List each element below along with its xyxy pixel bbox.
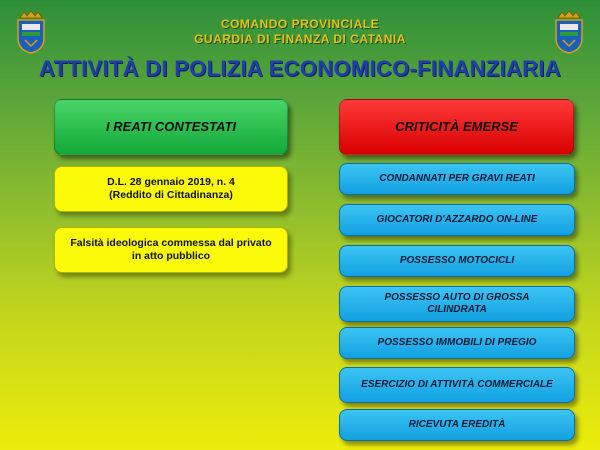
criticality-item: [339, 327, 575, 359]
criticality-label: ESERCIZIO DI ATTIVITÀ COMMERCIALE: [361, 378, 553, 390]
header-command: COMANDO PROVINCIALE: [220, 17, 380, 31]
criticality-label: POSSESSO IMMOBILI DI PREGIO: [377, 336, 537, 348]
category-crimes-header: I REATI CONTESTATI: [54, 99, 288, 155]
crime-item: [54, 227, 288, 273]
criticality-label: GIOCATORI D'AZZARDO ON-LINE: [376, 213, 538, 225]
criticality-item: [339, 409, 575, 441]
header-unit: GUARDIA DI FINANZA DI CATANIA: [194, 32, 406, 46]
crime-label: Falsità ideologica commessa dal privato in atto pubblico: [70, 236, 272, 262]
criticality-item: [339, 245, 575, 277]
category-criticalities-header: CRITICITÀ EMERSE: [339, 99, 574, 155]
criticality-item: [339, 367, 575, 403]
criticality-label: POSSESSO MOTOCICLI: [399, 254, 515, 266]
crime-item: [54, 166, 288, 212]
criticality-item: [339, 163, 575, 195]
criticality-label: CONDANNATI PER GRAVI REATI: [379, 172, 535, 184]
criticality-item: [339, 204, 575, 236]
criticality-label: RICEVUTA EREDITÀ: [408, 418, 506, 430]
page-title: ATTIVITÀ DI POLIZIA ECONOMICO-FINANZIARIA: [39, 56, 561, 81]
crime-label: D.L. 28 gennaio 2019, n. 4 (Reddito di Cittadinanza): [107, 175, 235, 201]
criticality-item: [339, 286, 575, 322]
criticality-label: POSSESSO AUTO DI GROSSA CILINDRATA: [384, 291, 530, 315]
